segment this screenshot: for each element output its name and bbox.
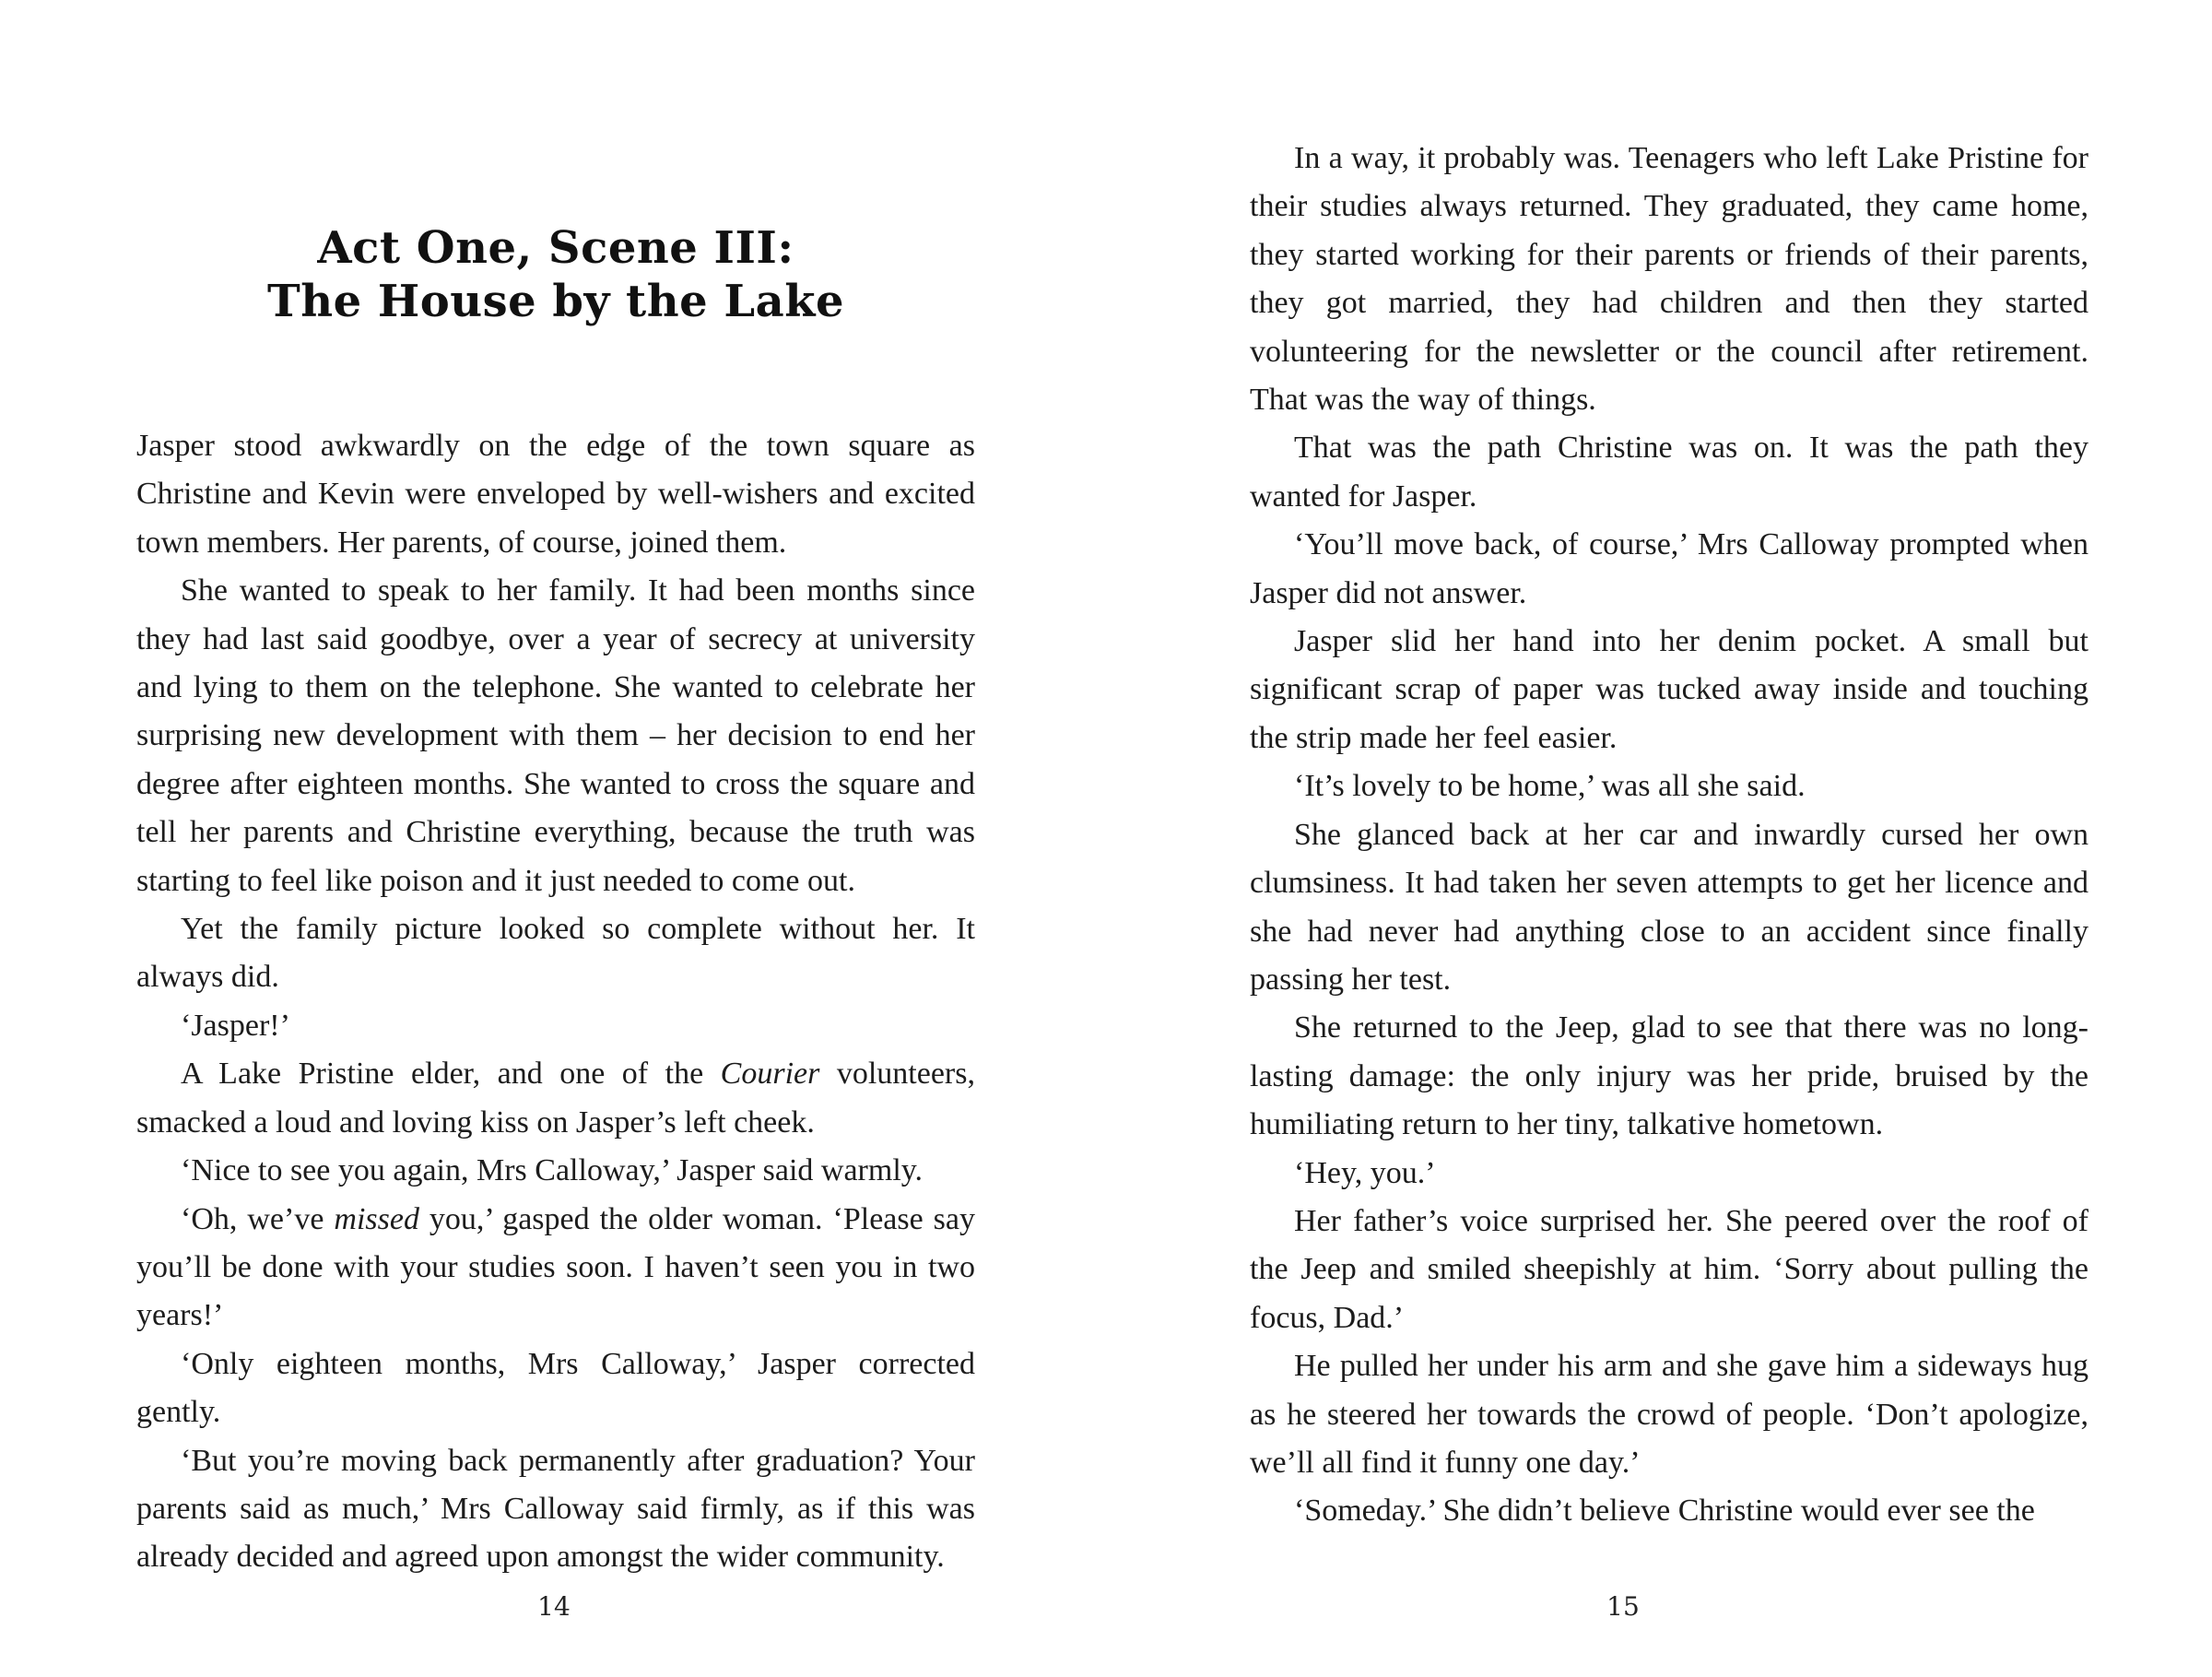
right-page [1106, 0, 2212, 1677]
text-run: A Lake Pristine elder, and one of the [181, 1057, 721, 1092]
italic-text: missed [334, 1201, 419, 1236]
text-run: ‘Oh, we’ve [181, 1201, 335, 1236]
paragraph: Jasper stood awkwardly on the edge of the town square as Christine and Kevin were enveloped by well-wishers and excited town members. Her parents, of course, joined them. [136, 429, 975, 560]
paragraph: ‘Jasper!’ [181, 1008, 290, 1043]
paragraph [136, 1050, 975, 1147]
paragraph: Jasper slid her hand into her denim pocket. A small but significant scrap of paper was tucked away inside and touching the strip made her feel easier. [1250, 624, 2088, 755]
chapter-heading [136, 221, 975, 328]
chapter-heading-line-2: The House by the Lake [266, 276, 845, 327]
left-page-body [136, 422, 975, 1582]
right-page-body [1250, 135, 2088, 1536]
paragraph: ‘It’s lovely to be home,’ was all she said. [1294, 769, 1806, 804]
page-number: 14 [537, 1591, 571, 1622]
paragraph: ‘You’ll move back, of course,’ Mrs Calloway prompted when Jasper did not answer. [1250, 527, 2088, 610]
text-run: you,’ gasped the older woman. ‘Please say you’ll be done with your studies soon. I haven’t seen you in two years!’ [136, 1201, 975, 1333]
chapter-heading-line-1: Act One, Scene III: [317, 222, 794, 274]
paragraph: ‘Only eighteen months, Mrs Calloway,’ Jasper corrected gently. [136, 1346, 975, 1430]
paragraph: In a way, it probably was. Teenagers who left Lake Pristine for their studies always returned. They graduated, they came home, they started working for their parents or friends of their parents, they got married, they had children and then they started volunteering for the newsletter or the council after retirement. That was the way of things. [1250, 141, 2088, 418]
paragraph: Her father’s voice surprised her. She peered over the roof of the Jeep and smiled sheepishly at him. ‘Sorry about pulling the focus, Dad.’ [1250, 1203, 2088, 1335]
page-number: 15 [1606, 1591, 1640, 1622]
paragraph: He pulled her under his arm and she gave him a sideways hug as he steered her towards the crowd of people. ‘Don’t apologize, we’ll all find it funny one day.’ [1250, 1349, 2088, 1480]
paragraph: She glanced back at her car and inwardly cursed her own clumsiness. It had taken her seven attempts to get her licence and she had never had anything close to an accident since finally passing her test. [1250, 817, 2088, 997]
paragraph: She returned to the Jeep, glad to see that there was no long-lasting damage: the only injury was her pride, bruised by the humiliating return to her tiny, talkative hometown. [1250, 1010, 2088, 1142]
paragraph: ‘Hey, you.’ [1294, 1155, 1436, 1190]
paragraph: Yet the family picture looked so complete without her. It always did. [136, 912, 975, 995]
paragraph: That was the path Christine was on. It was the path they wanted for Jasper. [1250, 431, 2088, 514]
paragraph: ‘Someday.’ She didn’t believe Christine would ever see the [1294, 1494, 2035, 1529]
paragraph: ‘Nice to see you again, Mrs Calloway,’ Jasper said warmly. [181, 1153, 924, 1188]
paragraph: She wanted to speak to her family. It had been months since they had last said goodbye, over a year of secrecy at university and lying to them on the telephone. She wanted to celebrate her surprising new development with them – her decision to end her degree after eighteen months. She wanted to cross the square and tell her parents and Christine everything, because the truth was starting to feel like poison and it just needed to come out. [136, 573, 975, 898]
italic-text: Courier [720, 1057, 820, 1092]
text-run: volunteers, smacked a loud and loving kiss on Jasper’s left cheek. [136, 1057, 975, 1140]
paragraph [136, 1196, 975, 1340]
paragraph: ‘But you’re moving back permanently after graduation? Your parents said as much,’ Mrs Calloway said firmly, as if this was already decided and agreed upon amongst the wider community. [136, 1443, 975, 1575]
